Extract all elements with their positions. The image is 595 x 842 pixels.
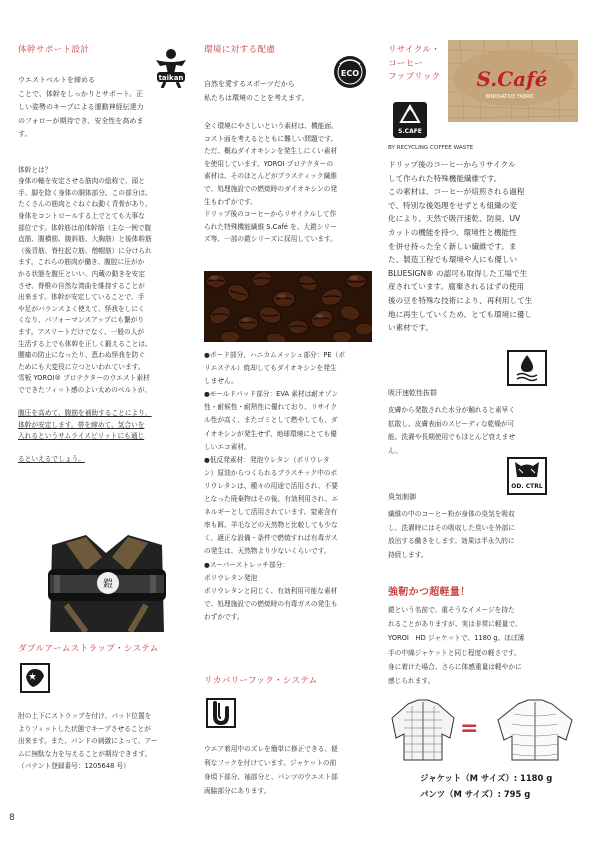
eco-icon-label: ECO [340, 69, 360, 78]
jacket-weight: ジャケット（M サイズ）: 1180 g [420, 773, 553, 783]
page-number: 8 [9, 813, 15, 823]
environment-body: 全く環境にやさしいという素材は、機能面、 コスト面を考えるとともに難しい問題です。 ただ、概ねダイオキシンを発生しにくい素材 を使用しています。YOROI プロテクターの 素材は、そのほとんどがプラスティック繊維 で、処理施設での燃焼時のダイオキシンの発 生もわずかです。 ドリップ後のコーヒーからリサイクルして作 られた特殊機能繊維 S.Café を、大鎧シリー ズ等、一部の鎧シリーズに採用しています。 [204, 122, 338, 244]
jacket-sketch [388, 698, 458, 764]
core-support-intro: ウエストベルトを締める ことで、体幹をしっかりとサポート。正 しい姿勢のキープによる運動神経伝達力 のフォローが期待でき、安全性を高めま す。 [18, 76, 144, 139]
materials-list: ●ボード部分、ハニカムメッシュ部分：PE（ポ リエステル）焼却してもダイオキシンを発生 しません。 ●モールドパッド部分：EVA 素材は耐オゾン 性・耐候性・耐熱性に優れており、リサイク ル性が高く、またゴミとして燃やしても、ダ イオキシンが発生せず、地球環境にとても優 しいエコ素材。 ●低反発素材：発泡ウレタン（ポリウレタ ン）原油からつくられるプラスチック中のポ リウレタンは、種々の用途で活用され、不要 となった廃棄物はその後、有効利用され、エ ネルギーとして活用されています。窒素含有 率も餌、羊毛などの天然物と比較しても少な く、適正な設備・条件で燃焼すれば有毒ガス の発生は、天然物より少ないくらいです。 ●スーパーストレッチ部分： ポリウレタン発泡 ポリウレタンと同じく、有効利用可能な素材 で、処理施設での燃焼時の有毒ガスの発生も わずかです。 [204, 351, 346, 621]
environment-intro: 自然を愛するスポーツだから 私たちは環境のことを考えます。 [204, 80, 309, 102]
sweat-dry-text: 皮膚から発散された水分が触れると素早く 拡散し、皮膚表面のスピーディな乾燥が可 能。洗濯や長期使用でもほとんど衰えませ ん。 [388, 406, 516, 455]
recovery-hook-text: ウエア着用中のズレを簡単に修正できる、便 利なフックを付けています。ジャケットの前 身頃下部分、袖部分と、パンツのウエスト部 両脇部分にあります。 [204, 745, 338, 795]
core-support-body-text: 体幹とは？ 身体の軸を安定させる筋肉の総称で、頭と 手、脚を除く身体の胴体部分。この部分は、 たくさんの筋肉とぐねぐね動く背骨があり、 身体をコントロールする上でとても大事な 部位です。体幹筋は前体幹筋（主な一例で腹 直筋、腹横筋、腹斜筋、大胸筋）と後体幹筋 （後背筋、脊柱起立筋、僧帽筋）に分けられ ます。これらの筋肉が働き、腹腔に圧がか かる状態を腹圧といい、内蔵の動きを安定 させ、脊椎の自然な湾曲を維持することが 出来ます。体幹が安定していることで、手 や足がバランスよく使えて、怪我をしにく くなり、パフォーマンスアップにも繋がり ます。アスリートだけでなく、一般の人が 生活する上でも体幹を正しく鍛えることは、 腰痛の防止になったり、恵わぬ怪我を防ぐ ためにも大変役に立つといわれています。 雪板 YOROI® プロテクターのウエスト素材 でできたフィット感のよい太めのベルトが、 [18, 165, 152, 394]
core-support-body [18, 153, 196, 466]
pants-weight: パンツ（M サイズ）: 795 g [420, 789, 531, 799]
odor-control-text: 繊維の中のコーヒー粉が身体の臭気を吸収 し、洗濯時にはその吸収した臭いを外部に 放出する働きをします。効果は半永久的に 持続します。 [388, 510, 516, 559]
coffee-beans-photo [204, 271, 372, 342]
section-heading-double-arm-strap: ダブルアームストラップ・システム [18, 644, 159, 654]
strap-icon [20, 663, 50, 693]
core-support-underlined: 腹圧を高めて、腹筋を補助することにより、 体幹が安定します。帯を締めて、気合いを 入れるというサムライスピリットにも通じ [18, 409, 152, 441]
svg-text:鎧: 鎧 [103, 579, 113, 590]
recycle-coffee-body: ドリップ後のコーヒーからリサイクル して作られた特殊機能繊維です。 この素材は、コーヒーが焙煎される過程 で、特別な後処理をせずとも組織の変 化により、天然で吸汗速乾、防臭、UV カットの機能を持つ、環境性と機能性 を併せ持った全く新しい繊維です。ま た、製造工程でも環境や人にも優しい BLUESIGN® の認可も取得した工場で生 産されています。腐棄されるはずの使用 後の豆を特殊な技術により、再利用して生 地に再生していくため、とても環境に優し い素材です。 [388, 160, 533, 333]
recycling-caption: BY RECYCLING COFFEE WASTE [388, 145, 474, 151]
double-arm-strap-text: 肘の上下にストラップを付け、パッド位置を よりフィットした状態でキープさせることが 出来ます。また、バンドの刺激によって、アー ムに無駄な力を与えることが期待できます。 （パテント登録番号：1205648 号） [18, 712, 158, 771]
belt-photo [46, 535, 168, 632]
section-heading-recycle-coffee: リサイクル・ コーヒー ファブリック [388, 45, 441, 82]
taikan-icon-label: taikan [158, 74, 184, 82]
light-jacket-sketch [490, 698, 580, 764]
odor-control-icon [507, 457, 547, 495]
section-heading-lightweight: 強靭かつ超軽量！ [388, 587, 471, 598]
scafe-logo-text: S.Café [476, 67, 548, 91]
odor-control-label: OD. CTRL [511, 483, 543, 490]
hook-icon [206, 698, 236, 728]
section-heading-core-support: 体幹サポート設計 [18, 45, 90, 55]
scafe-badge-label: S.CAFE [398, 128, 422, 135]
sweat-dry-icon [507, 350, 547, 386]
odor-control-heading: 臭気制御 [388, 493, 416, 501]
section-heading-recovery-hook: リカバリーフック・システム [204, 676, 318, 686]
equals-sign: = [460, 716, 479, 741]
scafe-tagline: INNOVATIVE FABRIC [485, 94, 535, 100]
section-heading-environment: 環境に対する配慮 [204, 45, 276, 55]
scafe-logo [448, 40, 578, 122]
core-support-ending: るといえるでしょう。 [18, 455, 85, 464]
scafe-recycle-icon [392, 101, 428, 139]
sweat-dry-heading: 吸汗速乾性抜群 [388, 389, 437, 397]
lightweight-text: 鎧という名前で、重そうなイメージを持た れることがありますが、実は非常に軽量で、 YOROI HD ジャケットで、1180 g。ほぼ薄 手の中綿ジャケットと同じ程度の軽さです。 身に着けた場合、さらに体感重量は軽やかに 感じられます。 [388, 606, 525, 686]
